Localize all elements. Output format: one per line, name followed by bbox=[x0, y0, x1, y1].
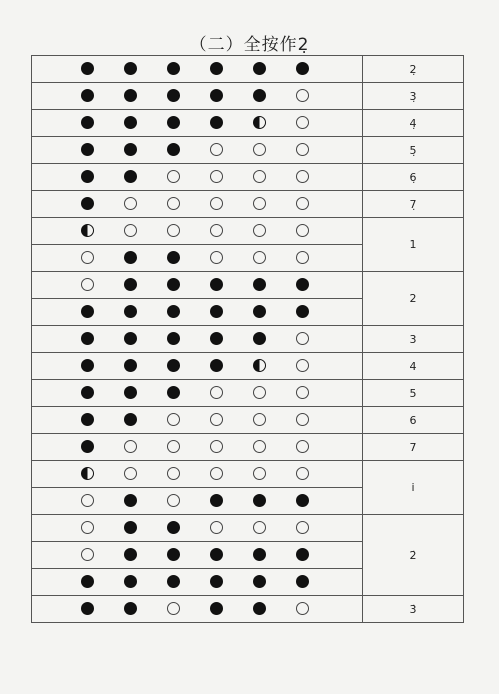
hole-open-icon bbox=[253, 197, 266, 210]
fingering-row bbox=[32, 515, 464, 542]
hole-group bbox=[32, 272, 362, 298]
hole-closed-icon bbox=[124, 521, 137, 534]
hole-closed-icon bbox=[167, 62, 180, 75]
hole-group bbox=[32, 353, 362, 379]
fingering-table-body bbox=[32, 56, 464, 623]
fingering-row bbox=[32, 83, 464, 110]
hole-group bbox=[32, 164, 362, 190]
hole-closed-icon bbox=[296, 575, 309, 588]
hole-open-icon bbox=[296, 413, 309, 426]
hole-open-icon bbox=[210, 386, 223, 399]
hole-closed-icon bbox=[210, 89, 223, 102]
hole-cell bbox=[32, 461, 363, 488]
hole-open-icon bbox=[167, 413, 180, 426]
hole-closed-icon bbox=[124, 359, 137, 372]
hole-cell bbox=[32, 380, 363, 407]
hole-half-icon bbox=[253, 116, 266, 129]
fingering-row bbox=[32, 272, 464, 299]
fingering-row bbox=[32, 353, 464, 380]
hole-closed-icon bbox=[253, 548, 266, 561]
hole-open-icon bbox=[253, 251, 266, 264]
hole-open-icon bbox=[124, 467, 137, 480]
hole-closed-icon bbox=[296, 278, 309, 291]
hole-closed-icon bbox=[167, 521, 180, 534]
hole-open-icon bbox=[253, 413, 266, 426]
hole-open-icon bbox=[210, 251, 223, 264]
hole-group bbox=[32, 245, 362, 271]
hole-closed-icon bbox=[167, 332, 180, 345]
hole-open-icon bbox=[253, 521, 266, 534]
hole-closed-icon bbox=[167, 305, 180, 318]
hole-open-icon bbox=[253, 170, 266, 183]
hole-open-icon bbox=[167, 494, 180, 507]
hole-open-icon bbox=[253, 467, 266, 480]
hole-closed-icon bbox=[210, 494, 223, 507]
hole-open-icon bbox=[81, 494, 94, 507]
hole-cell bbox=[32, 110, 363, 137]
hole-closed-icon bbox=[81, 170, 94, 183]
hole-closed-icon bbox=[124, 278, 137, 291]
hole-open-icon bbox=[210, 467, 223, 480]
note-label: 6̣ bbox=[363, 164, 464, 191]
hole-closed-icon bbox=[167, 143, 180, 156]
hole-closed-icon bbox=[124, 170, 137, 183]
hole-closed-icon bbox=[124, 251, 137, 264]
note-label: 5 bbox=[363, 380, 464, 407]
hole-group bbox=[32, 110, 362, 136]
hole-closed-icon bbox=[124, 494, 137, 507]
hole-group bbox=[32, 488, 362, 514]
hole-group bbox=[32, 596, 362, 622]
hole-closed-icon bbox=[81, 62, 94, 75]
hole-open-icon bbox=[167, 467, 180, 480]
hole-group bbox=[32, 569, 362, 595]
fingering-row bbox=[32, 164, 464, 191]
hole-open-icon bbox=[124, 224, 137, 237]
hole-closed-icon bbox=[210, 332, 223, 345]
hole-group bbox=[32, 407, 362, 433]
hole-cell bbox=[32, 434, 363, 461]
hole-closed-icon bbox=[253, 62, 266, 75]
note-label: 6 bbox=[363, 407, 464, 434]
hole-cell bbox=[32, 56, 363, 83]
hole-cell bbox=[32, 272, 363, 299]
hole-closed-icon bbox=[210, 116, 223, 129]
hole-cell bbox=[32, 488, 363, 515]
hole-open-icon bbox=[296, 143, 309, 156]
fingering-table bbox=[31, 55, 464, 623]
hole-closed-icon bbox=[167, 89, 180, 102]
hole-closed-icon bbox=[124, 305, 137, 318]
hole-closed-icon bbox=[81, 143, 94, 156]
hole-cell bbox=[32, 353, 363, 380]
hole-closed-icon bbox=[81, 332, 94, 345]
hole-open-icon bbox=[167, 440, 180, 453]
hole-closed-icon bbox=[253, 89, 266, 102]
note-label: 4̣ bbox=[363, 110, 464, 137]
note-label: 7 bbox=[363, 434, 464, 461]
hole-closed-icon bbox=[81, 575, 94, 588]
hole-closed-icon bbox=[124, 413, 137, 426]
hole-half-icon bbox=[81, 224, 94, 237]
hole-cell bbox=[32, 407, 363, 434]
hole-open-icon bbox=[296, 440, 309, 453]
hole-closed-icon bbox=[167, 251, 180, 264]
chart-title: （二）全按作2̣ bbox=[189, 35, 310, 55]
hole-cell bbox=[32, 596, 363, 623]
fingering-row bbox=[32, 407, 464, 434]
hole-closed-icon bbox=[124, 386, 137, 399]
hole-closed-icon bbox=[296, 305, 309, 318]
fingering-row bbox=[32, 596, 464, 623]
note-label: 4 bbox=[363, 353, 464, 380]
hole-closed-icon bbox=[253, 332, 266, 345]
hole-closed-icon bbox=[210, 575, 223, 588]
hole-closed-icon bbox=[81, 386, 94, 399]
hole-closed-icon bbox=[296, 62, 309, 75]
hole-closed-icon bbox=[124, 89, 137, 102]
hole-open-icon bbox=[167, 170, 180, 183]
hole-open-icon bbox=[296, 602, 309, 615]
hole-open-icon bbox=[296, 251, 309, 264]
fingering-row bbox=[32, 56, 464, 83]
hole-closed-icon bbox=[81, 197, 94, 210]
note-label: i bbox=[363, 461, 464, 515]
hole-open-icon bbox=[210, 224, 223, 237]
note-label: 5̣ bbox=[363, 137, 464, 164]
note-label: 3̇ bbox=[363, 596, 464, 623]
hole-open-icon bbox=[296, 197, 309, 210]
hole-open-icon bbox=[296, 332, 309, 345]
hole-open-icon bbox=[210, 143, 223, 156]
hole-group bbox=[32, 434, 362, 460]
fingering-row bbox=[32, 380, 464, 407]
hole-closed-icon bbox=[167, 386, 180, 399]
hole-closed-icon bbox=[253, 602, 266, 615]
fingering-row bbox=[32, 461, 464, 488]
fingering-row bbox=[32, 191, 464, 218]
note-label: 2̣ bbox=[363, 56, 464, 83]
hole-open-icon bbox=[167, 224, 180, 237]
note-label: 3̣ bbox=[363, 83, 464, 110]
hole-group bbox=[32, 83, 362, 109]
hole-closed-icon bbox=[253, 494, 266, 507]
hole-closed-icon bbox=[124, 548, 137, 561]
hole-closed-icon bbox=[124, 602, 137, 615]
hole-half-icon bbox=[253, 359, 266, 372]
hole-closed-icon bbox=[81, 602, 94, 615]
hole-open-icon bbox=[81, 521, 94, 534]
hole-open-icon bbox=[81, 548, 94, 561]
hole-closed-icon bbox=[81, 305, 94, 318]
hole-open-icon bbox=[210, 197, 223, 210]
hole-cell bbox=[32, 164, 363, 191]
hole-group bbox=[32, 218, 362, 244]
hole-open-icon bbox=[81, 278, 94, 291]
hole-group bbox=[32, 542, 362, 568]
note-label: 3 bbox=[363, 326, 464, 353]
hole-cell bbox=[32, 137, 363, 164]
hole-open-icon bbox=[296, 224, 309, 237]
hole-open-icon bbox=[167, 602, 180, 615]
hole-closed-icon bbox=[167, 575, 180, 588]
hole-open-icon bbox=[124, 197, 137, 210]
hole-open-icon bbox=[124, 440, 137, 453]
hole-group bbox=[32, 299, 362, 325]
fingering-row bbox=[32, 137, 464, 164]
hole-group bbox=[32, 461, 362, 487]
hole-open-icon bbox=[253, 440, 266, 453]
hole-closed-icon bbox=[124, 62, 137, 75]
hole-closed-icon bbox=[124, 332, 137, 345]
hole-closed-icon bbox=[167, 359, 180, 372]
note-label: 2 bbox=[363, 272, 464, 326]
hole-open-icon bbox=[296, 386, 309, 399]
hole-open-icon bbox=[210, 170, 223, 183]
hole-closed-icon bbox=[296, 548, 309, 561]
hole-open-icon bbox=[253, 386, 266, 399]
hole-group bbox=[32, 56, 362, 82]
hole-closed-icon bbox=[210, 62, 223, 75]
hole-open-icon bbox=[296, 467, 309, 480]
hole-closed-icon bbox=[296, 494, 309, 507]
hole-open-icon bbox=[296, 521, 309, 534]
fingering-row bbox=[32, 110, 464, 137]
hole-open-icon bbox=[210, 413, 223, 426]
hole-closed-icon bbox=[253, 575, 266, 588]
hole-cell bbox=[32, 542, 363, 569]
hole-closed-icon bbox=[81, 440, 94, 453]
fingering-row bbox=[32, 218, 464, 245]
hole-open-icon bbox=[296, 89, 309, 102]
hole-open-icon bbox=[167, 197, 180, 210]
hole-half-icon bbox=[81, 467, 94, 480]
hole-cell bbox=[32, 191, 363, 218]
hole-open-icon bbox=[210, 521, 223, 534]
hole-cell bbox=[32, 299, 363, 326]
hole-open-icon bbox=[296, 359, 309, 372]
hole-cell bbox=[32, 515, 363, 542]
hole-closed-icon bbox=[167, 278, 180, 291]
hole-closed-icon bbox=[81, 89, 94, 102]
fingering-row bbox=[32, 434, 464, 461]
note-label: 7̣ bbox=[363, 191, 464, 218]
hole-cell bbox=[32, 83, 363, 110]
hole-closed-icon bbox=[81, 359, 94, 372]
hole-closed-icon bbox=[124, 116, 137, 129]
hole-closed-icon bbox=[210, 278, 223, 291]
hole-closed-icon bbox=[210, 548, 223, 561]
hole-closed-icon bbox=[253, 278, 266, 291]
hole-cell bbox=[32, 245, 363, 272]
hole-closed-icon bbox=[81, 413, 94, 426]
hole-cell bbox=[32, 569, 363, 596]
hole-open-icon bbox=[296, 170, 309, 183]
hole-group bbox=[32, 380, 362, 406]
hole-closed-icon bbox=[210, 359, 223, 372]
hole-open-icon bbox=[81, 251, 94, 264]
hole-group bbox=[32, 191, 362, 217]
hole-closed-icon bbox=[124, 143, 137, 156]
hole-group bbox=[32, 137, 362, 163]
hole-group bbox=[32, 326, 362, 352]
note-label: 2̇ bbox=[363, 515, 464, 596]
hole-cell bbox=[32, 326, 363, 353]
hole-open-icon bbox=[296, 116, 309, 129]
hole-closed-icon bbox=[124, 575, 137, 588]
hole-closed-icon bbox=[81, 116, 94, 129]
fingering-row bbox=[32, 326, 464, 353]
hole-closed-icon bbox=[210, 602, 223, 615]
hole-closed-icon bbox=[210, 305, 223, 318]
hole-open-icon bbox=[210, 440, 223, 453]
hole-cell bbox=[32, 218, 363, 245]
hole-closed-icon bbox=[167, 116, 180, 129]
hole-group bbox=[32, 515, 362, 541]
hole-closed-icon bbox=[167, 548, 180, 561]
hole-closed-icon bbox=[253, 305, 266, 318]
hole-open-icon bbox=[253, 143, 266, 156]
hole-open-icon bbox=[253, 224, 266, 237]
note-label: 1 bbox=[363, 218, 464, 272]
